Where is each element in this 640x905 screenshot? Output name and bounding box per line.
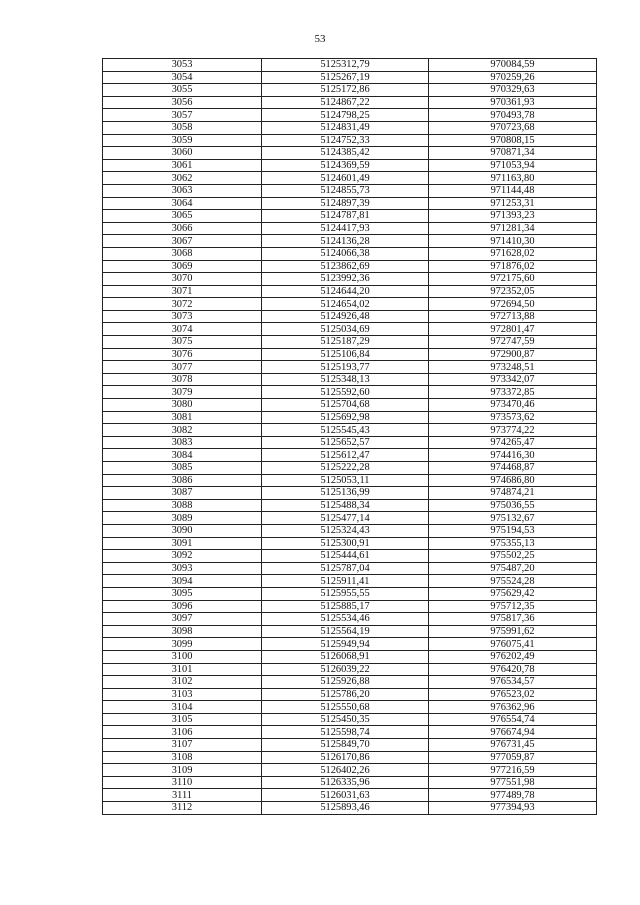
y-coordinate-cell: 970361,93 [429,96,597,109]
y-coordinate-cell: 976420,78 [429,663,597,676]
x-coordinate-cell: 5125652,57 [262,436,429,449]
point-number-cell: 3089 [103,512,262,525]
x-coordinate-cell: 5125348,13 [262,373,429,386]
x-coordinate-cell: 5125053,11 [262,474,429,487]
table-row [103,701,597,714]
x-coordinate-cell: 5124417,93 [262,222,429,235]
x-coordinate-cell: 5124855,73 [262,184,429,197]
x-coordinate-cell: 5125949,94 [262,638,429,651]
y-coordinate-cell: 972175,60 [429,273,597,286]
y-coordinate-cell: 970723,68 [429,121,597,134]
x-coordinate-cell: 5125592,60 [262,386,429,399]
point-number-cell: 3098 [103,625,262,638]
y-coordinate-cell: 975194,53 [429,524,597,537]
point-number-cell: 3105 [103,713,262,726]
table-row [103,184,597,197]
table-row [103,197,597,210]
x-coordinate-cell: 5125324,43 [262,524,429,537]
y-coordinate-cell: 970084,59 [429,59,597,72]
point-number-cell: 3103 [103,688,262,701]
table-row [103,285,597,298]
x-coordinate-cell: 5126402,26 [262,764,429,777]
table-row [103,474,597,487]
y-coordinate-cell: 976554,74 [429,713,597,726]
y-coordinate-cell: 970259,26 [429,71,597,84]
y-coordinate-cell: 975817,36 [429,613,597,626]
y-coordinate-cell: 973372,85 [429,386,597,399]
y-coordinate-cell: 975524,28 [429,575,597,588]
table-row [103,147,597,160]
table-row [103,688,597,701]
y-coordinate-cell: 971393,23 [429,210,597,223]
y-coordinate-cell: 975629,42 [429,587,597,600]
point-number-cell: 3093 [103,562,262,575]
point-number-cell: 3111 [103,789,262,802]
y-coordinate-cell: 972900,87 [429,348,597,361]
table-row [103,676,597,689]
y-coordinate-cell: 970871,34 [429,147,597,160]
x-coordinate-cell: 5125312,79 [262,59,429,72]
point-number-cell: 3064 [103,197,262,210]
point-number-cell: 3053 [103,59,262,72]
point-number-cell: 3086 [103,474,262,487]
x-coordinate-cell: 5124867,22 [262,96,429,109]
table-row [103,739,597,752]
point-number-cell: 3085 [103,462,262,475]
y-coordinate-cell: 977059,87 [429,751,597,764]
table-row [103,411,597,424]
point-number-cell: 3084 [103,449,262,462]
x-coordinate-cell: 5125911,41 [262,575,429,588]
point-number-cell: 3109 [103,764,262,777]
x-coordinate-cell: 5123862,69 [262,260,429,273]
coordinates-table [102,58,597,815]
x-coordinate-cell: 5125926,88 [262,676,429,689]
point-number-cell: 3097 [103,613,262,626]
x-coordinate-cell: 5125955,55 [262,587,429,600]
point-number-cell: 3082 [103,424,262,437]
x-coordinate-cell: 5125034,69 [262,323,429,336]
table-row [103,210,597,223]
table-row [103,462,597,475]
table-row [103,449,597,462]
point-number-cell: 3079 [103,386,262,399]
y-coordinate-cell: 970808,15 [429,134,597,147]
point-number-cell: 3074 [103,323,262,336]
table-row [103,361,597,374]
y-coordinate-cell: 971253,31 [429,197,597,210]
y-coordinate-cell: 973342,07 [429,373,597,386]
point-number-cell: 3065 [103,210,262,223]
x-coordinate-cell: 5125704,68 [262,399,429,412]
point-number-cell: 3083 [103,436,262,449]
table-row [103,776,597,789]
point-number-cell: 3090 [103,524,262,537]
x-coordinate-cell: 5125444,61 [262,550,429,563]
point-number-cell: 3078 [103,373,262,386]
point-number-cell: 3073 [103,310,262,323]
y-coordinate-cell: 975991,62 [429,625,597,638]
point-number-cell: 3080 [103,399,262,412]
point-number-cell: 3057 [103,109,262,122]
x-coordinate-cell: 5125612,47 [262,449,429,462]
y-coordinate-cell: 972694,50 [429,298,597,311]
table-row [103,537,597,550]
x-coordinate-cell: 5124787,81 [262,210,429,223]
point-number-cell: 3071 [103,285,262,298]
point-number-cell: 3110 [103,776,262,789]
table-row [103,613,597,626]
point-number-cell: 3106 [103,726,262,739]
point-number-cell: 3108 [103,751,262,764]
table-row [103,323,597,336]
y-coordinate-cell: 975487,20 [429,562,597,575]
point-number-cell: 3076 [103,348,262,361]
table-row [103,235,597,248]
page-number: 53 [314,33,326,45]
y-coordinate-cell: 971053,94 [429,159,597,172]
point-number-cell: 3068 [103,247,262,260]
table-row [103,638,597,651]
point-number-cell: 3072 [103,298,262,311]
point-number-cell: 3058 [103,121,262,134]
y-coordinate-cell: 971628,02 [429,247,597,260]
point-number-cell: 3107 [103,739,262,752]
x-coordinate-cell: 5124644,20 [262,285,429,298]
x-coordinate-cell: 5126068,91 [262,650,429,663]
point-number-cell: 3101 [103,663,262,676]
table-row [103,373,597,386]
x-coordinate-cell: 5125849,70 [262,739,429,752]
x-coordinate-cell: 5124926,48 [262,310,429,323]
table-row [103,650,597,663]
point-number-cell: 3087 [103,487,262,500]
y-coordinate-cell: 976202,49 [429,650,597,663]
point-number-cell: 3059 [103,134,262,147]
table-row [103,587,597,600]
table-row [103,550,597,563]
table-row [103,71,597,84]
table-row [103,789,597,802]
table-row [103,336,597,349]
y-coordinate-cell: 974416,30 [429,449,597,462]
y-coordinate-cell: 974874,21 [429,487,597,500]
y-coordinate-cell: 973774,22 [429,424,597,437]
y-coordinate-cell: 974468,87 [429,462,597,475]
point-number-cell: 3112 [103,802,262,815]
table-row [103,802,597,815]
x-coordinate-cell: 5125106,84 [262,348,429,361]
x-coordinate-cell: 5125488,34 [262,499,429,512]
table-row [103,134,597,147]
x-coordinate-cell: 5126335,96 [262,776,429,789]
point-number-cell: 3066 [103,222,262,235]
point-number-cell: 3092 [103,550,262,563]
table-row [103,399,597,412]
point-number-cell: 3094 [103,575,262,588]
y-coordinate-cell: 975502,25 [429,550,597,563]
y-coordinate-cell: 972713,88 [429,310,597,323]
y-coordinate-cell: 971163,80 [429,172,597,185]
point-number-cell: 3075 [103,336,262,349]
point-number-cell: 3062 [103,172,262,185]
y-coordinate-cell: 970329,63 [429,84,597,97]
table-row [103,726,597,739]
table-row [103,764,597,777]
x-coordinate-cell: 5124066,38 [262,247,429,260]
y-coordinate-cell: 976731,45 [429,739,597,752]
table-row [103,562,597,575]
point-number-cell: 3102 [103,676,262,689]
table-row [103,348,597,361]
y-coordinate-cell: 976674,94 [429,726,597,739]
x-coordinate-cell: 5125136,99 [262,487,429,500]
point-number-cell: 3055 [103,84,262,97]
point-number-cell: 3100 [103,650,262,663]
x-coordinate-cell: 5125885,17 [262,600,429,613]
table-row [103,260,597,273]
table-row [103,424,597,437]
x-coordinate-cell: 5125598,74 [262,726,429,739]
table-row [103,751,597,764]
x-coordinate-cell: 5124897,39 [262,197,429,210]
table-row [103,600,597,613]
table-row [103,172,597,185]
x-coordinate-cell: 5125300,91 [262,537,429,550]
x-coordinate-cell: 5125267,19 [262,71,429,84]
x-coordinate-cell: 5125550,68 [262,701,429,714]
y-coordinate-cell: 972801,47 [429,323,597,336]
point-number-cell: 3077 [103,361,262,374]
table-row [103,663,597,676]
point-number-cell: 3088 [103,499,262,512]
point-number-cell: 3061 [103,159,262,172]
point-number-cell: 3054 [103,71,262,84]
x-coordinate-cell: 5125893,46 [262,802,429,815]
table-row [103,713,597,726]
table-row [103,512,597,525]
table-row [103,575,597,588]
x-coordinate-cell: 5126031,63 [262,789,429,802]
x-coordinate-cell: 5125222,28 [262,462,429,475]
y-coordinate-cell: 972352,05 [429,285,597,298]
y-coordinate-cell: 975355,13 [429,537,597,550]
point-number-cell: 3056 [103,96,262,109]
y-coordinate-cell: 974265,47 [429,436,597,449]
y-coordinate-cell: 971410,30 [429,235,597,248]
coordinates-table-body [103,59,597,815]
x-coordinate-cell: 5125193,77 [262,361,429,374]
point-number-cell: 3070 [103,273,262,286]
y-coordinate-cell: 977551,98 [429,776,597,789]
point-number-cell: 3081 [103,411,262,424]
x-coordinate-cell: 5124654,02 [262,298,429,311]
x-coordinate-cell: 5125477,14 [262,512,429,525]
y-coordinate-cell: 977216,59 [429,764,597,777]
y-coordinate-cell: 973573,62 [429,411,597,424]
x-coordinate-cell: 5124136,28 [262,235,429,248]
y-coordinate-cell: 975036,55 [429,499,597,512]
x-coordinate-cell: 5125187,29 [262,336,429,349]
point-number-cell: 3095 [103,587,262,600]
x-coordinate-cell: 5125450,35 [262,713,429,726]
x-coordinate-cell: 5126170,86 [262,751,429,764]
y-coordinate-cell: 974686,80 [429,474,597,487]
point-number-cell: 3069 [103,260,262,273]
point-number-cell: 3060 [103,147,262,160]
table-row [103,386,597,399]
y-coordinate-cell: 973470,46 [429,399,597,412]
y-coordinate-cell: 971876,02 [429,260,597,273]
x-coordinate-cell: 5124369,59 [262,159,429,172]
point-number-cell: 3063 [103,184,262,197]
point-number-cell: 3099 [103,638,262,651]
point-number-cell: 3091 [103,537,262,550]
x-coordinate-cell: 5125564,19 [262,625,429,638]
x-coordinate-cell: 5125787,04 [262,562,429,575]
x-coordinate-cell: 5125786,20 [262,688,429,701]
table-row [103,487,597,500]
table-row [103,499,597,512]
point-number-cell: 3096 [103,600,262,613]
x-coordinate-cell: 5124385,42 [262,147,429,160]
table-row [103,159,597,172]
y-coordinate-cell: 971281,34 [429,222,597,235]
x-coordinate-cell: 5125534,46 [262,613,429,626]
table-row [103,524,597,537]
x-coordinate-cell: 5124601,49 [262,172,429,185]
y-coordinate-cell: 973248,51 [429,361,597,374]
x-coordinate-cell: 5125692,98 [262,411,429,424]
table-row [103,436,597,449]
table-row [103,84,597,97]
x-coordinate-cell: 5125545,43 [262,424,429,437]
point-number-cell: 3104 [103,701,262,714]
y-coordinate-cell: 972747,59 [429,336,597,349]
y-coordinate-cell: 976523,02 [429,688,597,701]
table-row [103,121,597,134]
x-coordinate-cell: 5125172,86 [262,84,429,97]
y-coordinate-cell: 977489,78 [429,789,597,802]
y-coordinate-cell: 971144,48 [429,184,597,197]
x-coordinate-cell: 5126039,22 [262,663,429,676]
table-row [103,247,597,260]
y-coordinate-cell: 970493,78 [429,109,597,122]
x-coordinate-cell: 5124798,25 [262,109,429,122]
x-coordinate-cell: 5124831,49 [262,121,429,134]
table-row [103,222,597,235]
y-coordinate-cell: 976362,96 [429,701,597,714]
table-row [103,109,597,122]
y-coordinate-cell: 976534,57 [429,676,597,689]
table-row [103,273,597,286]
y-coordinate-cell: 977394,93 [429,802,597,815]
point-number-cell: 3067 [103,235,262,248]
y-coordinate-cell: 975132,67 [429,512,597,525]
table-row [103,310,597,323]
x-coordinate-cell: 5124752,33 [262,134,429,147]
y-coordinate-cell: 976075,41 [429,638,597,651]
table-row [103,59,597,72]
x-coordinate-cell: 5123992,36 [262,273,429,286]
y-coordinate-cell: 975712,35 [429,600,597,613]
table-row [103,625,597,638]
table-row [103,96,597,109]
table-row [103,298,597,311]
